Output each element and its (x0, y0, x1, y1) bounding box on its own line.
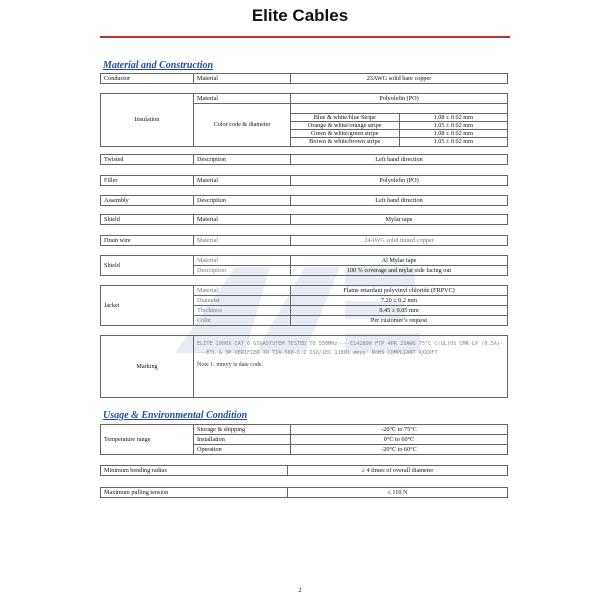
row-label: Insulation (101, 94, 194, 147)
table-row (101, 488, 508, 498)
section-heading-material: Material and Construction (103, 60, 214, 71)
row-label: Temperature range (101, 425, 194, 455)
row-value: -20°C to 60°C (291, 445, 508, 455)
row-label: Drain wire (101, 236, 194, 246)
pair-color: Brown & white/brown stripe (291, 138, 400, 146)
assembly-table (100, 195, 508, 206)
row-label: Filler (101, 176, 194, 186)
row-label: Twisted (101, 155, 194, 165)
row-value: Flame retardant polyvinyl chloride (FRPVC) (291, 286, 508, 296)
row-label: Minimum bending radius (101, 466, 288, 476)
page-title: Elite Cables (251, 6, 349, 25)
row-value: 23AWG solid bare copper (291, 74, 508, 84)
row-key: Installation (194, 435, 291, 445)
section-heading-usage: Usage & Environmental Condition (103, 410, 248, 421)
marking-note: Note 1: mmyy is date code. (197, 361, 263, 368)
drain-wire-table (100, 235, 508, 246)
table-row (101, 336, 508, 398)
shield-al-table (100, 255, 508, 276)
shield-table (100, 214, 508, 225)
row-value: Al Mylar tape (291, 256, 508, 266)
row-value: 24AWG solid tinned copper (291, 236, 508, 246)
row-value: -20°C to 75°C (291, 425, 508, 435)
row-key: Material (194, 256, 291, 266)
marking-text: ELITE 1000X CAT 6 GIGASYSTEM TESTED TO 550MHz----E142890 FTP 4PR 23AWG 75°C C(UL)US CMR-LP (0.5A)----ETL & 3P VERIFIED TO TIA-568-C.2 ISO/IEC 11801 mmyy' RoHS COMPLIANT XXXXFT (197, 341, 504, 356)
temperature-table (100, 424, 508, 455)
row-key: Description (194, 155, 291, 165)
row-key: Color (194, 316, 291, 326)
row-value: 7.20 ± 0.2 mm (291, 296, 508, 306)
table-row (101, 466, 508, 476)
conductor-table (100, 73, 508, 84)
row-key: Description (194, 266, 291, 276)
insulation-table (100, 93, 508, 147)
row-key: Material (194, 74, 291, 84)
row-key: Color code & diameter (194, 104, 291, 147)
pulling-tension-table (100, 487, 508, 498)
table-row (101, 425, 508, 435)
table-row (101, 176, 508, 186)
table-row (101, 74, 508, 84)
row-key: Material (194, 286, 291, 296)
row-label: Jacket (101, 286, 194, 326)
row-value: Per customer’s request (291, 316, 508, 326)
row-label: Conductor (101, 74, 194, 84)
row-value: ≤ 110 N (288, 488, 508, 498)
row-label: Shield (101, 256, 194, 276)
row-key: Material (194, 176, 291, 186)
row-value: 0°C to 60°C (291, 435, 508, 445)
row-key: Thickness (194, 306, 291, 316)
pair-diameter: 1.08 ± 0.02 mm (399, 130, 508, 138)
table-row (101, 196, 508, 206)
pair-diameter: 1.05 ± 0.02 mm (399, 138, 508, 146)
marking-table (100, 335, 508, 398)
row-key: Diameter (194, 296, 291, 306)
pair-color: Green & white/green stripe (291, 130, 400, 138)
row-value: 100 % coverage and mylar side facing out (291, 266, 508, 276)
row-label: Assembly (101, 196, 194, 206)
pair-color: Blue & white/blue Stripe (291, 114, 400, 122)
row-key: Storage & shipping (194, 425, 291, 435)
row-key: Material (194, 236, 291, 246)
table-row (101, 155, 508, 165)
row-value: 0.45 ± 0.05 mm (291, 306, 508, 316)
table-row (101, 94, 508, 104)
pair-color: Orange & white/orange stripe (291, 122, 400, 130)
table-row (101, 236, 508, 246)
row-label: Shield (101, 215, 194, 225)
page-number: 2 (298, 588, 302, 594)
title-rule (100, 36, 510, 38)
row-value: Left hand direction (291, 196, 508, 206)
jacket-table (100, 285, 508, 326)
row-key: Operation (194, 445, 291, 455)
row-key: Material (194, 215, 291, 225)
bending-radius-table (100, 465, 508, 476)
row-value: Left hand direction (291, 155, 508, 165)
row-value: ≥ 4 times of overall diameter (288, 466, 508, 476)
row-value: Mylar tape (291, 215, 508, 225)
row-label: Maximum pulling tension (101, 488, 288, 498)
table-row (101, 286, 508, 296)
pair-diameter: 1.08 ± 0.02 mm (399, 114, 508, 122)
table-row (101, 215, 508, 225)
row-key: Material (194, 94, 291, 104)
table-row (101, 256, 508, 266)
row-value: Polyolefin (PO) (291, 176, 508, 186)
row-label: Marking (101, 336, 194, 398)
row-value: Polyolefin (PO) (291, 94, 508, 104)
pair-diameter: 1.05 ± 0.02 mm (399, 122, 508, 130)
row-key: Description (194, 196, 291, 206)
filler-table (100, 175, 508, 186)
twisted-table (100, 154, 508, 165)
